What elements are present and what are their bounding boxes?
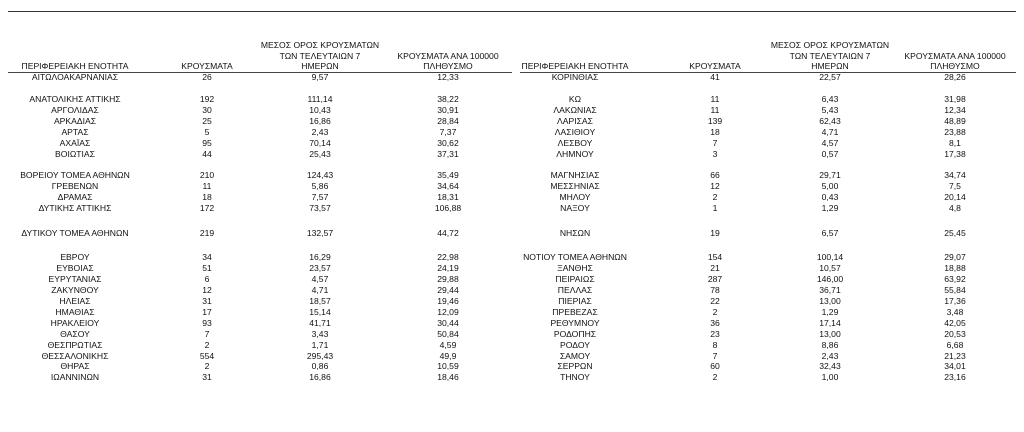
cell-cases: 6 xyxy=(204,273,210,284)
cell-region: ΛΑΣΙΘΙΟΥ xyxy=(554,126,596,137)
table-row xyxy=(520,307,1020,318)
cell-avg7: 0,86 xyxy=(311,361,329,372)
table-row xyxy=(520,116,1020,127)
cell-cases: 154 xyxy=(707,252,723,263)
cell-cases: 12 xyxy=(202,284,212,295)
table-row xyxy=(520,340,1020,351)
cell-per100k: 48,89 xyxy=(944,115,966,126)
cell-per100k: 50,84 xyxy=(437,328,459,339)
table-row xyxy=(520,181,1020,192)
cell-avg7: 16,86 xyxy=(309,372,331,383)
cell-avg7: 3,43 xyxy=(311,328,329,339)
cell-cases: 26 xyxy=(202,72,212,82)
cell-avg7: 10,57 xyxy=(819,263,841,273)
cell-avg7: 132,57 xyxy=(306,228,334,239)
cell-region: ΡΟΔΟΠΗΣ xyxy=(553,328,597,339)
cell-avg7: 6,43 xyxy=(821,93,839,104)
table-row xyxy=(520,105,1020,116)
cell-region: ΘΑΣΟΥ xyxy=(60,328,90,339)
cell-avg7: 29,71 xyxy=(819,170,841,181)
cell-region: ΗΜΑΘΙΑΣ xyxy=(55,306,95,317)
cell-per100k: 10,59 xyxy=(437,361,459,372)
cell-avg7: 22,57 xyxy=(819,72,841,82)
cell-avg7: 23,57 xyxy=(309,263,331,273)
spacer-row xyxy=(520,83,1020,94)
cell-avg7: 111,14 xyxy=(307,93,333,104)
table-row xyxy=(0,296,520,307)
cell-per100k: 12,09 xyxy=(437,306,459,317)
cell-region: ΕΥΡΥΤΑΝΙΑΣ xyxy=(48,273,102,284)
table-row xyxy=(0,203,520,214)
table-row xyxy=(0,351,520,362)
cell-cases: 34 xyxy=(202,252,212,263)
spacer-row xyxy=(520,241,1020,252)
cell-cases: 19 xyxy=(710,228,720,239)
cell-avg7: 16,29 xyxy=(309,252,331,263)
cell-avg7: 1,29 xyxy=(821,306,839,317)
table-row xyxy=(520,138,1020,149)
header-avg7: ΜΕΣΟΣ ΟΡΟΣ ΚΡΟΥΣΜΑΤΩΝ ΤΩΝ ΤΕΛΕΥΤΑΙΩΝ 7 ΗΜΕΡΩΝ xyxy=(770,40,890,72)
spacer-row xyxy=(520,160,1020,171)
table-row xyxy=(520,252,1020,263)
cell-region: ΡΕΘΥΜΝΟΥ xyxy=(550,317,600,328)
left-table-body xyxy=(0,72,520,383)
cell-avg7: 100,14 xyxy=(816,252,844,263)
cell-per100k: 4,8 xyxy=(949,203,961,214)
cell-avg7: 36,71 xyxy=(819,284,841,295)
header-per100k: ΚΡΟΥΣΜΑΤΑ ΑΝΑ 100000 ΠΛΗΘΥΣΜΟ xyxy=(904,50,1006,72)
cell-cases: 8 xyxy=(712,339,718,350)
cell-region: ΘΕΣΣΑΛΟΝΙΚΗΣ xyxy=(41,350,109,361)
cell-region: ΚΩ xyxy=(568,93,582,104)
cell-cases: 2 xyxy=(204,339,210,350)
cell-per100k: 30,91 xyxy=(437,104,459,115)
cell-avg7: 7,57 xyxy=(311,192,329,203)
cell-cases: 219 xyxy=(199,228,215,239)
cell-region: ΔΡΑΜΑΣ xyxy=(57,192,93,203)
table-row xyxy=(520,203,1020,214)
cell-cases: 1 xyxy=(712,203,718,214)
cell-per100k: 7,5 xyxy=(949,181,961,192)
left-table-header xyxy=(0,28,520,72)
cell-cases: 2 xyxy=(712,306,718,317)
cell-per100k: 44,72 xyxy=(437,228,459,239)
table-row xyxy=(520,372,1020,383)
spacer-row xyxy=(0,214,520,225)
cell-cases: 210 xyxy=(199,170,215,181)
cell-per100k: 38,22 xyxy=(437,93,459,104)
cell-per100k: 28,84 xyxy=(437,115,459,126)
table-row xyxy=(0,307,520,318)
table-row xyxy=(0,72,520,83)
cell-cases: 30 xyxy=(202,104,212,115)
cell-cases: 554 xyxy=(199,350,215,361)
header-cases: ΚΡΟΥΣΜΑΤΑ xyxy=(689,61,741,72)
cell-avg7: 124,43 xyxy=(306,170,334,181)
cell-per100k: 34,64 xyxy=(437,181,459,192)
cell-per100k: 49,9 xyxy=(439,350,457,361)
cell-cases: 172 xyxy=(199,203,215,214)
cell-avg7: 4,57 xyxy=(311,273,329,284)
cell-avg7: 13,00 xyxy=(819,328,841,339)
table-row xyxy=(520,351,1020,362)
cell-region: ΑΧΑΪΑΣ xyxy=(59,137,91,148)
cell-cases: 139 xyxy=(707,115,723,126)
cell-region: ΣΕΡΡΩΝ xyxy=(557,361,593,372)
cell-cases: 7 xyxy=(712,137,718,148)
table-row xyxy=(520,127,1020,138)
cell-region: ΗΛΕΙΑΣ xyxy=(59,295,91,306)
cell-region: ΚΟΡΙΝΘΙΑΣ xyxy=(551,72,599,82)
cell-region: ΝΗΣΩΝ xyxy=(559,228,591,239)
cell-cases: 60 xyxy=(710,361,720,372)
cell-region: ΣΑΜΟΥ xyxy=(559,350,591,361)
cell-cases: 2 xyxy=(712,192,718,203)
cell-per100k: 55,84 xyxy=(944,284,966,295)
cell-region: ΜΕΣΣΗΝΙΑΣ xyxy=(550,181,600,192)
table-row xyxy=(520,285,1020,296)
table-row xyxy=(0,94,520,105)
spacer-row xyxy=(520,214,1020,225)
table-row xyxy=(520,329,1020,340)
cell-per100k: 30,62 xyxy=(437,137,459,148)
table-row xyxy=(0,252,520,263)
cell-cases: 25 xyxy=(202,115,212,126)
cell-cases: 31 xyxy=(202,372,212,383)
cell-region: ΜΑΓΝΗΣΙΑΣ xyxy=(550,170,600,181)
right-table-header xyxy=(520,28,1020,72)
header-avg7: ΜΕΣΟΣ ΟΡΟΣ ΚΡΟΥΣΜΑΤΩΝ ΤΩΝ ΤΕΛΕΥΤΑΙΩΝ 7 ΗΜΕΡΩΝ xyxy=(260,40,380,72)
cell-per100k: 20,53 xyxy=(944,328,966,339)
cell-per100k: 18,88 xyxy=(944,263,966,273)
cell-region: ΑΝΑΤΟΛΙΚΗΣ ΑΤΤΙΚΗΣ xyxy=(29,93,121,104)
cell-region: ΓΡΕΒΕΝΩΝ xyxy=(51,181,99,192)
cell-per100k: 63,92 xyxy=(944,273,966,284)
cell-per100k: 12,33 xyxy=(437,72,459,82)
cell-per100k: 29,44 xyxy=(437,284,459,295)
table-row xyxy=(0,105,520,116)
cell-region: ΘΕΣΠΡΩΤΙΑΣ xyxy=(47,339,103,350)
cell-cases: 5 xyxy=(204,126,210,137)
cell-avg7: 0,43 xyxy=(821,192,839,203)
cell-region: ΜΗΛΟΥ xyxy=(559,192,591,203)
cell-per100k: 3,48 xyxy=(946,306,964,317)
cell-region: ΛΑΡΙΣΑΣ xyxy=(557,115,593,126)
top-rule xyxy=(8,11,1016,12)
spacer-row xyxy=(0,160,520,171)
table-row xyxy=(0,340,520,351)
cell-avg7: 1,71 xyxy=(311,339,329,350)
cell-region: ΘΗΡΑΣ xyxy=(60,361,90,372)
cell-per100k: 106,88 xyxy=(434,203,462,214)
cell-avg7: 73,57 xyxy=(309,203,331,214)
cell-per100k: 23,88 xyxy=(944,126,966,137)
cell-region: ΑΡΤΑΣ xyxy=(61,126,89,137)
table-row xyxy=(520,170,1020,181)
cell-avg7: 4,71 xyxy=(821,126,839,137)
cell-per100k: 6,68 xyxy=(946,339,964,350)
cell-avg7: 32,43 xyxy=(819,361,841,372)
cell-per100k: 17,36 xyxy=(944,295,966,306)
cell-region: ΕΥΒΟΙΑΣ xyxy=(56,263,94,273)
cell-avg7: 16,86 xyxy=(309,115,331,126)
cell-cases: 78 xyxy=(710,284,720,295)
cell-avg7: 5,43 xyxy=(821,104,839,115)
cell-avg7: 4,71 xyxy=(311,284,329,295)
cell-region: ΝΟΤΙΟΥ ΤΟΜΕΑ ΑΘΗΝΩΝ xyxy=(523,252,627,263)
table-row xyxy=(520,225,1020,241)
cell-cases: 18 xyxy=(202,192,212,203)
cell-cases: 7 xyxy=(204,328,210,339)
table-row xyxy=(520,318,1020,329)
cell-cases: 7 xyxy=(712,350,718,361)
table-row xyxy=(0,192,520,203)
cell-region: ΠΡΕΒΕΖΑΣ xyxy=(552,306,598,317)
table-row xyxy=(0,329,520,340)
cell-cases: 2 xyxy=(712,372,718,383)
cell-per100k: 24,19 xyxy=(437,263,459,273)
cell-avg7: 5,00 xyxy=(821,181,839,192)
cell-region: ΔΥΤΙΚΟΥ ΤΟΜΕΑ ΑΘΗΝΩΝ xyxy=(21,228,129,239)
cell-per100k: 34,74 xyxy=(944,170,966,181)
cell-avg7: 2,43 xyxy=(311,126,329,137)
cell-region: ΛΗΜΝΟΥ xyxy=(556,148,594,159)
cell-per100k: 7,37 xyxy=(439,126,457,137)
cell-cases: 11 xyxy=(710,93,720,104)
cell-cases: 93 xyxy=(202,317,212,328)
cell-per100k: 37,31 xyxy=(437,148,459,159)
cell-avg7: 1,29 xyxy=(821,203,839,214)
cell-per100k: 25,45 xyxy=(944,228,966,239)
cell-avg7: 25,43 xyxy=(309,148,331,159)
cell-region: ΑΡΚΑΔΙΑΣ xyxy=(53,115,97,126)
table-row xyxy=(520,296,1020,307)
cell-avg7: 8,86 xyxy=(821,339,839,350)
cell-cases: 18 xyxy=(710,126,720,137)
cell-cases: 41 xyxy=(710,72,720,82)
cell-per100k: 31,98 xyxy=(944,93,966,104)
cell-region: ΒΟΡΕΙΟΥ ΤΟΜΕΑ ΑΘΗΝΩΝ xyxy=(20,170,130,181)
cell-per100k: 28,26 xyxy=(944,72,966,82)
cell-avg7: 10,43 xyxy=(309,104,331,115)
cell-per100k: 30,44 xyxy=(437,317,459,328)
table-row xyxy=(0,361,520,372)
cell-region: ΖΑΚΥΝΘΟΥ xyxy=(51,284,99,295)
cell-cases: 11 xyxy=(710,104,720,115)
cell-per100k: 42,05 xyxy=(944,317,966,328)
table-row xyxy=(0,149,520,160)
cell-cases: 31 xyxy=(202,295,212,306)
cell-cases: 287 xyxy=(707,273,723,284)
cell-region: ΗΡΑΚΛΕΙΟΥ xyxy=(50,317,100,328)
cell-avg7: 17,14 xyxy=(819,317,841,328)
table-row xyxy=(520,72,1020,83)
cell-cases: 66 xyxy=(710,170,720,181)
cell-per100k: 18,31 xyxy=(437,192,459,203)
table-row xyxy=(0,170,520,181)
cell-per100k: 23,16 xyxy=(944,372,966,383)
cell-per100k: 29,88 xyxy=(437,273,459,284)
cell-region: ΞΑΝΘΗΣ xyxy=(557,263,593,273)
header-region: ΠΕΡΙΦΕΡΕΙΑΚΗ ΕΝΟΤΗΤΑ xyxy=(521,61,629,72)
cell-cases: 51 xyxy=(202,263,212,273)
cell-cases: 11 xyxy=(202,181,212,192)
cell-avg7: 13,00 xyxy=(819,295,841,306)
cell-per100k: 35,49 xyxy=(437,170,459,181)
cell-region: ΕΒΡΟΥ xyxy=(60,252,90,263)
cell-avg7: 62,43 xyxy=(819,115,841,126)
table-row xyxy=(0,274,520,285)
cell-region: ΤΗΝΟΥ xyxy=(560,372,590,383)
cell-region: ΛΕΣΒΟΥ xyxy=(557,137,593,148)
cell-region: ΑΙΤΩΛΟΑΚΑΡΝΑΝΙΑΣ xyxy=(31,72,119,82)
cell-cases: 44 xyxy=(202,148,212,159)
cell-cases: 12 xyxy=(710,181,720,192)
cell-per100k: 4,59 xyxy=(439,339,457,350)
table-row xyxy=(0,225,520,241)
cell-avg7: 15,14 xyxy=(309,306,331,317)
cell-avg7: 70,14 xyxy=(309,137,331,148)
cell-per100k: 18,46 xyxy=(437,372,459,383)
table-row xyxy=(0,116,520,127)
table-row xyxy=(520,149,1020,160)
header-per100k: ΚΡΟΥΣΜΑΤΑ ΑΝΑ 100000 ΠΛΗΘΥΣΜΟ xyxy=(397,50,499,72)
cell-avg7: 2,43 xyxy=(821,350,839,361)
cell-cases: 3 xyxy=(712,148,718,159)
spacer-row xyxy=(0,83,520,94)
cell-per100k: 21,23 xyxy=(944,350,966,361)
header-region: ΠΕΡΙΦΕΡΕΙΑΚΗ ΕΝΟΤΗΤΑ xyxy=(21,61,129,72)
cell-cases: 23 xyxy=(710,328,720,339)
cell-region: ΠΕΙΡΑΙΩΣ xyxy=(555,273,595,284)
cell-region: ΠΙΕΡΙΑΣ xyxy=(558,295,592,306)
cell-per100k: 19,46 xyxy=(437,295,459,306)
cell-avg7: 4,57 xyxy=(821,137,839,148)
cell-region: ΝΑΞΟΥ xyxy=(560,203,590,214)
table-row xyxy=(520,263,1020,274)
cell-region: ΙΩΑΝΝΙΝΩΝ xyxy=(50,372,100,383)
spacer-row xyxy=(0,241,520,252)
table-row xyxy=(0,285,520,296)
cell-per100k: 22,98 xyxy=(437,252,459,263)
right-table-body xyxy=(520,72,1020,383)
cell-per100k: 34,01 xyxy=(944,361,966,372)
cell-cases: 95 xyxy=(202,137,212,148)
cell-region: ΠΕΛΛΑΣ xyxy=(557,284,593,295)
cell-avg7: 295,43 xyxy=(306,350,334,361)
table-row xyxy=(0,318,520,329)
header-cases: ΚΡΟΥΣΜΑΤΑ xyxy=(181,61,233,72)
cell-avg7: 41,71 xyxy=(309,317,331,328)
cell-cases: 21 xyxy=(710,263,720,273)
cell-cases: 2 xyxy=(204,361,210,372)
table-row xyxy=(0,372,520,383)
cell-region: ΔΥΤΙΚΗΣ ΑΤΤΙΚΗΣ xyxy=(38,203,112,214)
cell-per100k: 12,34 xyxy=(944,104,966,115)
cell-per100k: 29,07 xyxy=(944,252,966,263)
cell-region: ΑΡΓΟΛΙΔΑΣ xyxy=(51,104,99,115)
cell-cases: 17 xyxy=(202,306,212,317)
table-row xyxy=(520,361,1020,372)
table-row xyxy=(520,94,1020,105)
cell-region: ΛΑΚΩΝΙΑΣ xyxy=(553,104,597,115)
table-row xyxy=(0,181,520,192)
cell-cases: 36 xyxy=(710,317,720,328)
cell-region: ΡΟΔΟΥ xyxy=(560,339,590,350)
cell-avg7: 0,57 xyxy=(821,148,839,159)
cell-avg7: 1,00 xyxy=(821,372,839,383)
cell-avg7: 18,57 xyxy=(309,295,331,306)
cell-avg7: 9,57 xyxy=(311,72,329,82)
cell-avg7: 5,86 xyxy=(311,181,329,192)
cell-per100k: 8,1 xyxy=(949,137,961,148)
cell-avg7: 6,57 xyxy=(821,228,839,239)
cell-avg7: 146,00 xyxy=(816,273,844,284)
cell-cases: 192 xyxy=(199,93,215,104)
table-row xyxy=(0,127,520,138)
table-row xyxy=(520,192,1020,203)
table-row xyxy=(520,274,1020,285)
table-row xyxy=(0,263,520,274)
cell-cases: 22 xyxy=(710,295,720,306)
cell-region: ΒΟΙΩΤΙΑΣ xyxy=(55,148,95,159)
table-row xyxy=(0,138,520,149)
cell-per100k: 20,14 xyxy=(944,192,966,203)
cell-per100k: 17,38 xyxy=(944,148,966,159)
